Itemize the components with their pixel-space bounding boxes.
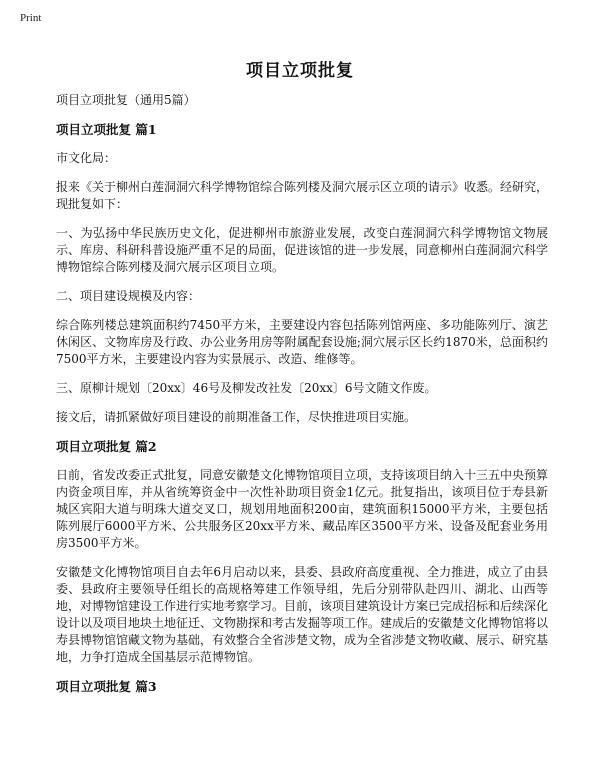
section-2 — [56, 438, 548, 666]
paragraph: 报来《关于柳州白莲洞洞穴科学博物馆综合陈列楼及洞穴展示区立项的请示》收悉。经研究，现批复如下： — [56, 180, 549, 211]
paragraph: 接文后，请抓紧做好项目建设的前期准备工作，尽快推进项目实施。 — [56, 410, 417, 424]
section-heading: 项目立项批复 篇2 — [56, 439, 157, 454]
document-body — [56, 92, 548, 707]
document-subtitle: 项目立项批复（通用5篇） — [56, 93, 196, 107]
paragraph: 三、原柳计规划〔20xx〕46号及柳发改社发〔20xx〕6号文随文作废。 — [56, 381, 437, 395]
paragraph: 一、为弘扬中华民族历史文化，促进柳州市旅游业发展，改变白莲洞洞穴科学博物馆文物展示、库房、科研科普设施严重不足的局面，促进该馆的进一步发展，同意柳州白莲洞洞穴科学博物馆综合陈列楼及洞穴展示区项目立项。 — [56, 226, 549, 274]
section-3 — [56, 678, 548, 695]
paragraph: 日前，省发改委正式批复，同意安徽楚文化博物馆项目立项，支持该项目纳入十三五中央预算内资金项目库，并从省统筹资金中一次性补助项目资金1亿元。批复指出，该项目位于寿县新城区宾阳大道与明珠大道交叉口，规划用地面积200亩，建筑面积15000平方米，主要包括陈列展厅6000平方米、公共服务区20xx平方米、藏品库区3500平方米、设备及配套业务用房3500平方米。 — [56, 468, 549, 550]
page-title: 项目立项批复 — [246, 61, 354, 81]
section-1 — [56, 121, 548, 426]
print-link[interactable]: Print — [20, 12, 42, 24]
paragraph: 二、项目建设规模及内容： — [56, 289, 201, 303]
paragraph: 综合陈列楼总建筑面积约7450平方米，主要建设内容包括陈列馆两座、多功能陈列厅、演艺休闲区、文物库房及行政、办公业务用房等附属配套设施;洞穴展示区长约1870米，总面积约7500平方米，主要建设内容为实景展示、改造、维修等。 — [56, 318, 548, 366]
paragraph: 安徽楚文化博物馆项目自去年6月启动以来，县委、县政府高度重视、全力推进，成立了由县委、县政府主要领导任组长的高规格筹建工作领导组，先后分别带队赴四川、湖北、山西等地，对博物馆建设工作进行实地考察学习。目前，该项目建筑设计方案已完成招标和后续深化设计以及项目地块土地征迁、文物勘探和考古发掘等项工作。建成后的安徽楚文化博物馆将以寿县博物馆馆藏文物为基础，有效整合全省涉楚文物，成为全省涉楚文物收藏、展示、研究基地，力争打造成全国基层示范博物馆。 — [56, 565, 549, 664]
salutation: 市文化局： — [56, 151, 117, 165]
section-heading: 项目立项批复 篇3 — [56, 679, 157, 694]
section-heading: 项目立项批复 篇1 — [56, 122, 157, 137]
